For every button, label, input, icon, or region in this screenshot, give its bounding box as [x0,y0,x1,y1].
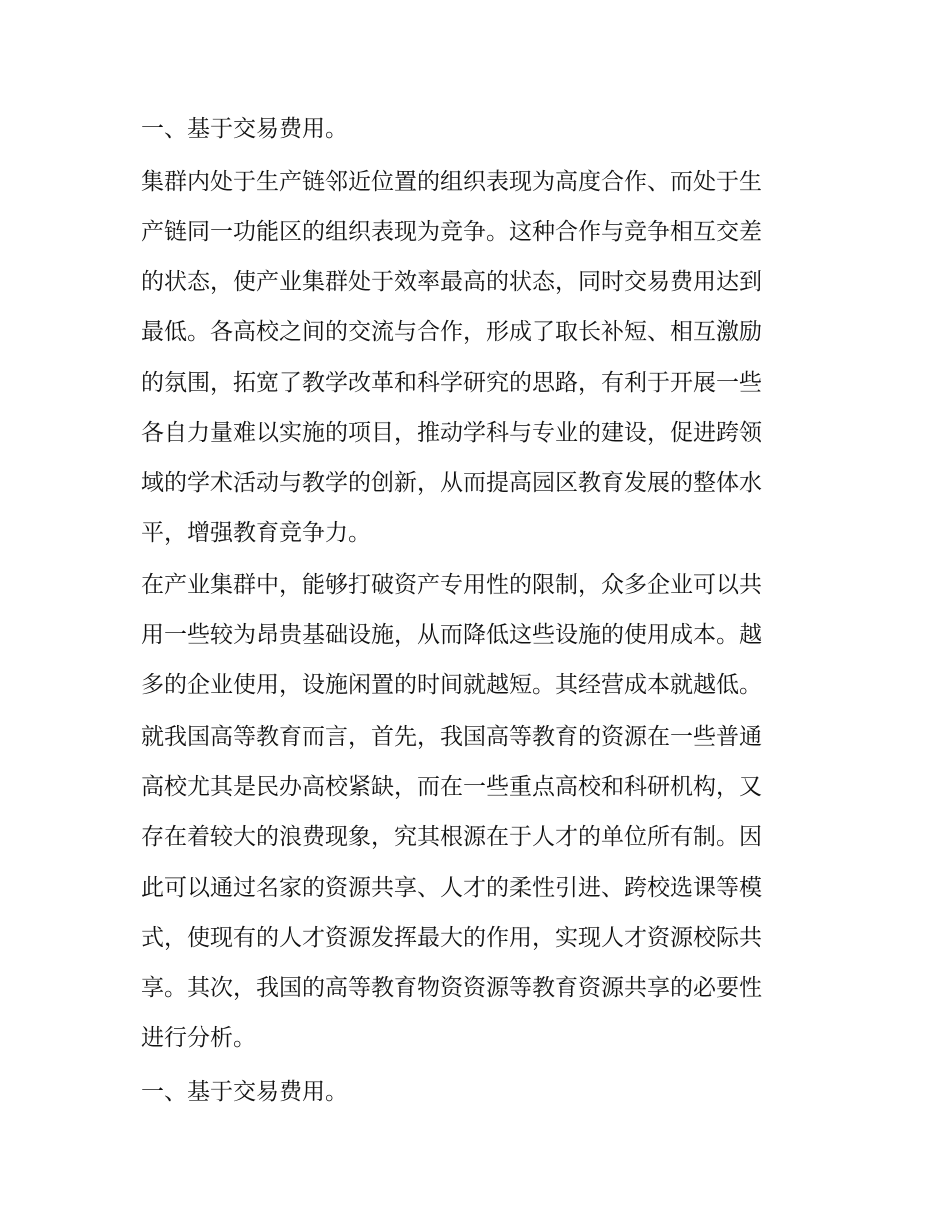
paragraph-line: 进行分析。 [141,1025,256,1051]
paragraph-line: 产链同一功能区的组织表现为竞争。这种合作与竞争相互交差 [141,219,762,245]
paragraph-line: 享。其次，我国的高等教育物资资源等教育资源共享的必要性 [141,975,762,1001]
paragraph-line: 式，使现有的人才资源发挥最大的作用，实现人才资源校际共 [141,925,762,951]
paragraph-line: 在产业集群中，能够打破资产专用性的限制，众多企业可以共 [141,572,762,598]
paragraph-line: 高校尤其是民办高校紧缺，而在一些重点高校和科研机构，又 [141,774,762,800]
paragraph-line: 最低。各高校之间的交流与合作，形成了取长补短、相互激励 [141,319,762,345]
paragraph-line: 用一些较为昂贵基础设施，从而降低这些设施的使用成本。越 [141,622,762,648]
paragraph-line: 的氛围，拓宽了教学改革和科学研究的思路，有利于开展一些 [141,370,762,396]
section-heading: 一、基于交易费用。 [141,116,348,142]
paragraph-line: 多的企业使用，设施闲置的时间就越短。其经营成本就越低。 [141,672,762,698]
paragraph-line: 各自力量难以实施的项目，推动学科与专业的建设，促进跨领 [141,420,762,446]
paragraph-line: 的状态，使产业集群处于效率最高的状态，同时交易费用达到 [141,269,762,295]
paragraph-line: 集群内处于生产链邻近位置的组织表现为高度合作、而处于生 [141,169,762,195]
paragraph-line: 平，增强教育竞争力。 [141,520,371,546]
section-heading: 一、基于交易费用。 [141,1079,348,1105]
paragraph-line: 就我国高等教育而言，首先，我国高等教育的资源在一些普通 [141,724,762,750]
paragraph-line: 此可以通过名家的资源共享、人才的柔性引进、跨校选课等模 [141,875,762,901]
paragraph-line: 域的学术活动与教学的创新，从而提高园区教育发展的整体水 [141,470,762,496]
paragraph-line: 存在着较大的浪费现象，究其根源在于人才的单位所有制。因 [141,824,762,850]
